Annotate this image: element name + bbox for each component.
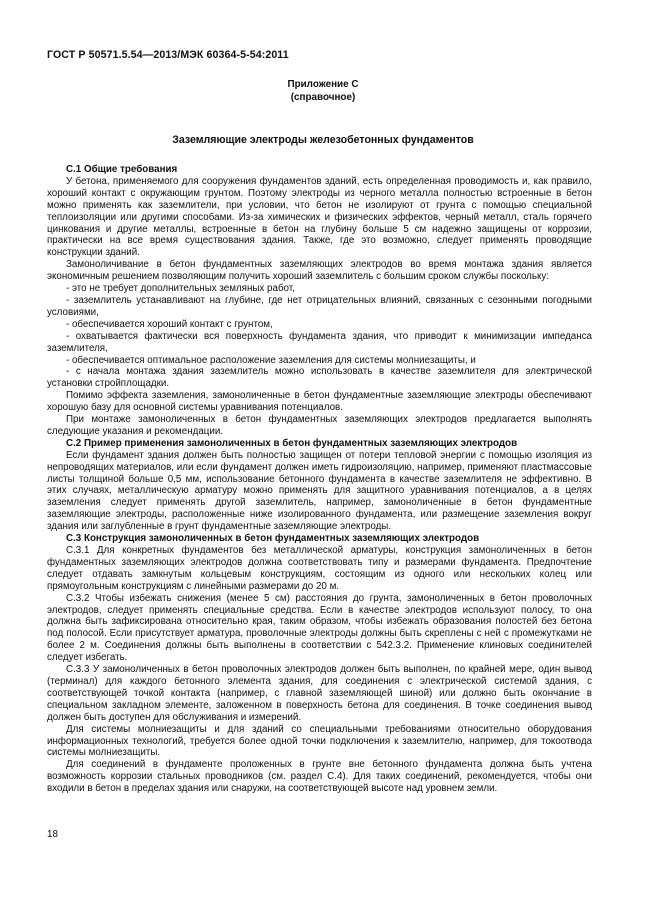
paragraph: Помимо эффекта заземления, замоноличенные в бетон фундаментные заземляющие электроды обеспечивают хорошую базу для основной системы уравнивания потенциалов.: [47, 390, 592, 414]
document-body: [47, 164, 592, 795]
paragraph: С.3.1 Для конкретных фундаментов без металлической арматуры, конструкция замоноличенных в бетон фундаментных заземляющих электродов должна соответствовать типу и размерами фундамента. Предпочтение следует отдавать замкнутым кольцевым конструкциям, состоящим из одного или нескольких колец или прямоугольным конструкциям с линейными размерами до 20 м.: [47, 545, 592, 592]
document-title: Заземляющие электроды железобетонных фундаментов: [172, 134, 474, 146]
list-item: - с начала монтажа здания заземлитель можно использовать в качестве заземлителя для электрической установки стройплощадки.: [47, 366, 592, 390]
list-item: - обеспечивается оптимальное расположение заземления для системы молниезащиты, и: [66, 354, 476, 366]
list-item: - охватывается фактически вся поверхность фундамента здания, что приводит к минимизации импеданса заземлителя,: [47, 330, 592, 354]
list-item: - это не требует дополнительных земляных работ,: [66, 283, 295, 295]
paragraph: При монтаже замоноличенных в бетон фундаментных заземляющих электродов предлагается выполнять следующие указания и рекомендации.: [47, 414, 592, 437]
paragraph: Для системы молниезащиты и для зданий со специальными требованиями относительно оборудования информационных технологий, требуется более одной точки подключения к заземлителю, например, для токоотвода системы молниезащиты.: [47, 723, 592, 759]
paragraph: С.3.2 Чтобы избежать снижения (менее 5 см) расстояния до грунта, замоноличенных в бетон проволочных электродов, следует применять специальные средства. Если в качестве электродов используют полосу, то она должна быть зафиксирована относительно края, таким образом, чтобы избежать образования полостей без бетона под полосой. Если присутствует арматура, проволочные электроды должны быть скреплены с ней с промежутками не более 2 м. Соединения должны быть выполнены в соответствии с 542.3.2. Применение клиновых соединителей следует избегать.: [47, 592, 592, 664]
section-heading-c2: С.2 Пример применения замоноличенных в бетон фундаментных заземляющих электродов: [66, 437, 518, 449]
list-item: - обеспечивается хороший контакт с грунтом,: [66, 318, 273, 330]
annex-note: (справочное): [290, 91, 356, 103]
paragraph: Если фундамент здания должен быть полностью защищен от потери тепловой энергии с помощью изоляция из непроводящих материалов, или если фундамент должен иметь гидроизоляцию, например, применяют пластмассовые листы толщиной больше 0,5 мм, использование бетонного фундамента в качестве заземлителя не эффективно. В этих случаях, металлическую арматуру можно применять для защитного уравнивания потенциалов, а в целях заземления следует применять другой заземлитель, например, замоноличенные в бетон фундаментные заземляющие электроды, расположенные ниже изолированного фундамента, или размещение заземления вокруг здания или заглубленные в грунт фундаментные заземляющие электроды.: [47, 449, 592, 533]
document-standard-header: ГОСТ Р 50571.5.54—2013/МЭК 60364-5-54:2011: [47, 49, 289, 61]
page-number: 18: [47, 829, 58, 840]
annex-block: [0, 79, 646, 104]
paragraph: Для соединений в фундаменте проложенных в грунте вне бетонного фундамента должна быть учтена возможность коррозии стальных проводников (см. раздел С.4). Для таких соединений, рекомендуется, чтобы они входили в бетон в пределах здания или снаружи, на соответствующей высоте над уровнем земли.: [47, 759, 592, 795]
section-heading-c1: С.1 Общие требования: [66, 164, 178, 175]
paragraph: С.3.3 У замоноличенных в бетон проволочных электродов должен быть выполнен, по крайней мере, один вывод (терминал) для каждого бетонного элемента здания, для соединения с электрической системой здания, с соответствующей точкой контакта (например, с главной заземляющей шиной) или должно быть окончание в специальном закладном элементе, заложенном в поверхность бетона для соединения. В точке соединения вывод должен быть доступен для обслуживания и измерений.: [47, 664, 592, 723]
paragraph: Замоноличивание в бетон фундаментных заземляющих электродов во время монтажа здания является экономичным решением позволяющим получить хороший заземлитель с большим сроком службы поскольку:: [47, 259, 592, 283]
annex-label: Приложение С: [287, 79, 359, 90]
list-item: - заземлитель устанавливают на глубине, где нет отрицательных влияний, связанных с сезонными погодными условиями,: [47, 294, 592, 318]
section-heading-c3: С.3 Конструкция замоноличенных в бетон фундаментных заземляющих электродов: [66, 533, 480, 545]
paragraph: У бетона, применяемого для сооружения фундаментов зданий, есть определенная проводимость и, как правило, хороший контакт с окружающим грунтом. Поэтому электроды из черного металла полностью встроенные в бетон можно применять как заземлители, при условии, что бетон не изолируют от грунта с помощью специальной теплоизоляции или другими способами. Из-за химических и физических эффектов, черный металл, сталь горячего цинкования и другие металлы, встроенные в бетон на глубину больше 5 см надежно защищены от коррозии, практически на все время существования здания. Также, где это возможно, следует применять проводящие конструкции зданий.: [47, 175, 592, 259]
